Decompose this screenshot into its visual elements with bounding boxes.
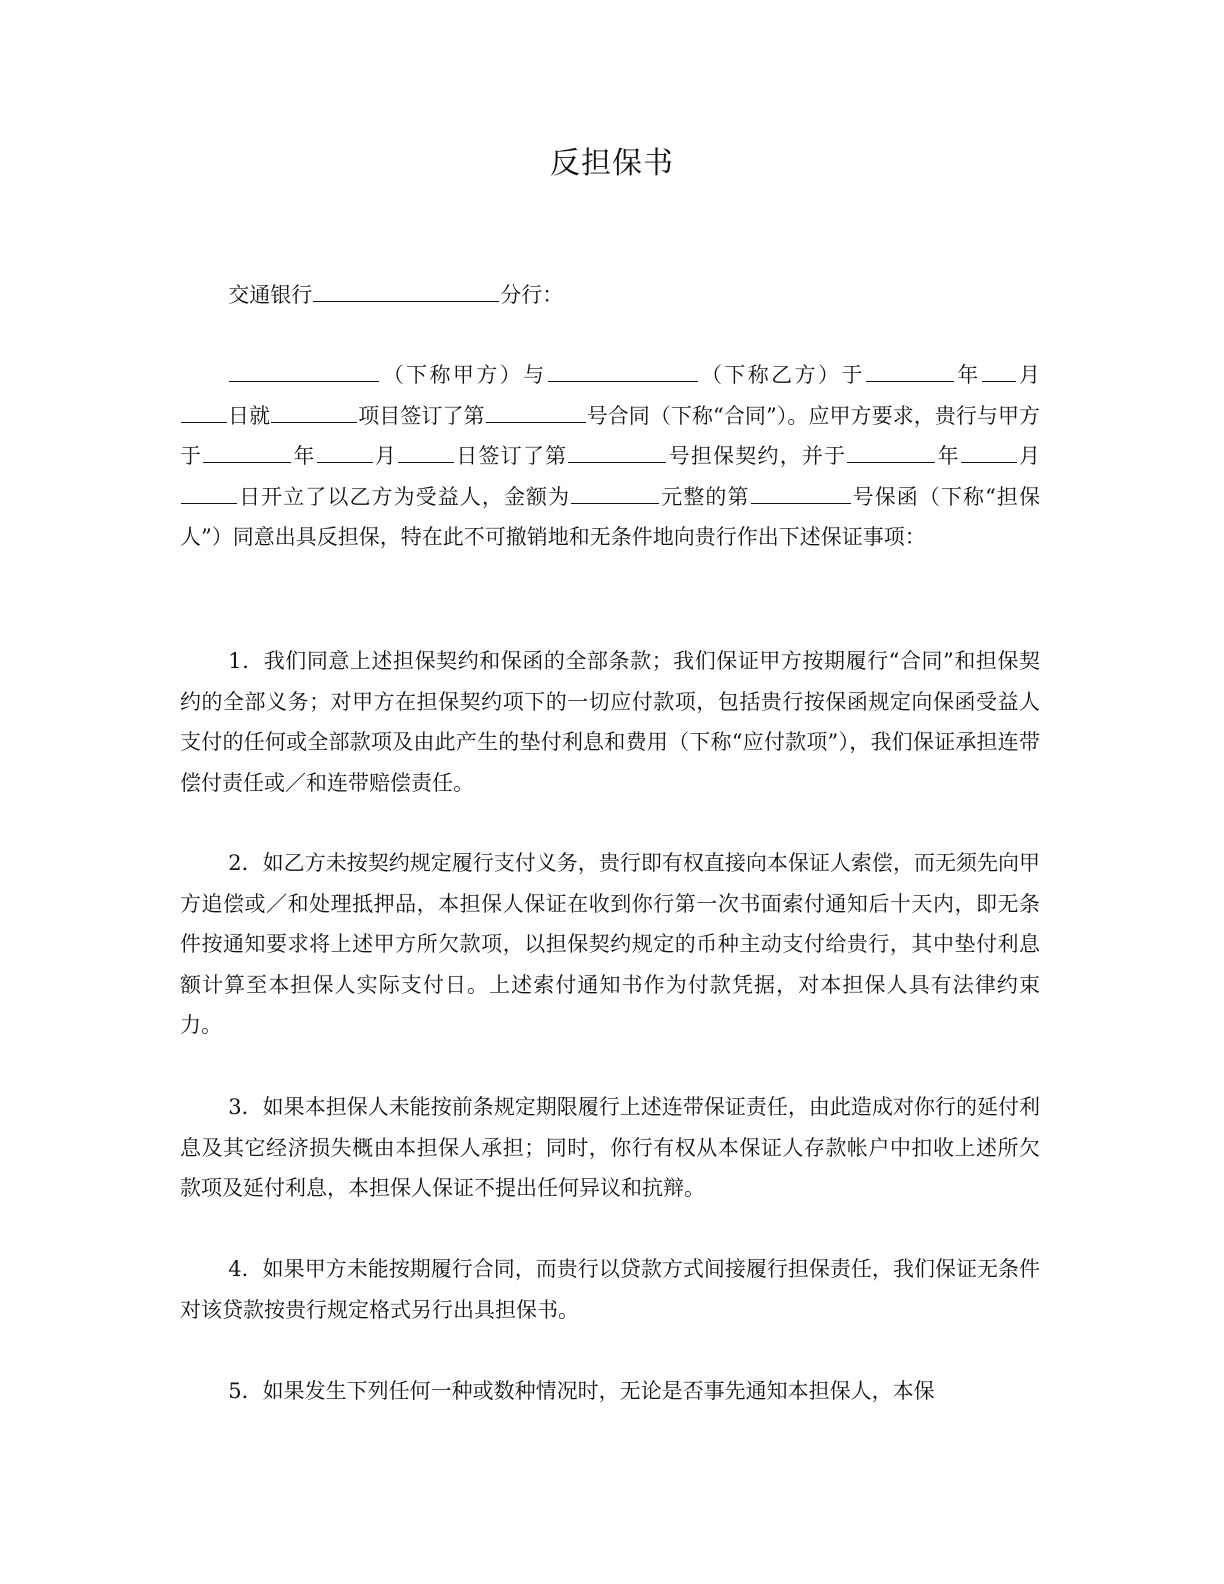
intro-text: 号保函（下称“担保人”）同意出具反担保，特在此不可撤销地和无条件地向贵行作出下述保证事项： [180, 484, 1040, 550]
clause-1: 1．我们同意上述担保契约和保函的全部条款；我们保证甲方按期履行“合同”和担保契约的全部义务；对甲方在担保契约项下的一切应付款项，包括贵行按保函规定向保函受益人支付的任何或全部款项及由此产生的垫付利息和费用（下称“应付款项”），我们保证承担连带偿付责任或／和连带赔偿责任。 [180, 649, 1040, 795]
intro-text: 月 [373, 444, 398, 469]
intro-text: 日就 [228, 403, 271, 428]
clause-2: 2．如乙方未按契约规定履行支付义务，贵行即有权直接向本保证人索偿，而无须先向甲方追偿或／和处理抵押品，本担保人保证在收到你行第一次书面索付通知后十天内，即无条件按通知要求将上述甲方所欠款项，以担保契约规定的币种主动支付给贵行，其中垫付利息额计算至本担保人实际支付日。上述索付通知书作为付款凭据，对本担保人具有法律约束力。 [180, 851, 1040, 1038]
clause-3: 3．如果本担保人未能按前条规定期限履行上述连带保证责任，由此造成对你行的延付利息及其它经济损失概由本担保人承担；同时，你行有权从本保证人存款帐户中扣收上述所欠款项及延付利息，本担保人保证不提出任何异议和抗辩。 [180, 1095, 1040, 1201]
intro-text: 月 [1016, 363, 1041, 387]
blank-day [398, 437, 454, 463]
intro-text: 日签订了第 [455, 444, 568, 469]
addressee-line [180, 275, 1040, 316]
blank-month [961, 437, 1017, 463]
blank-month [317, 437, 373, 463]
blank-letter-of-guarantee-number [751, 478, 851, 504]
intro-text: 号合同（下称“合同”）。应甲方要求，贵行与甲方于 [180, 403, 1040, 469]
intro-paragraph [180, 355, 1040, 558]
intro-text: 月 [1017, 444, 1041, 469]
intro-text: （下称乙方）于 [698, 363, 865, 387]
blank-contract-number [486, 397, 586, 423]
intro-text: 年 [936, 444, 960, 469]
addressee-suffix: 分行： [500, 283, 564, 307]
clause-5: 5．如果发生下列任何一种或数种情况时，无论是否事先通知本担保人，本保 [228, 1379, 935, 1403]
blank-project [271, 397, 357, 423]
blank-year [847, 437, 935, 463]
blank-day [181, 397, 227, 423]
blank-year [866, 356, 954, 382]
blank-guarantee-contract-number [568, 437, 666, 463]
addressee-prefix: 交通银行 [228, 283, 313, 307]
intro-text: 元整的第 [660, 484, 750, 509]
intro-text: 号担保契约，并于 [667, 444, 847, 469]
blank-amount [571, 478, 659, 504]
clause-4: 4．如果甲方未能按期履行合同，而贵行以贷款方式间接履行担保责任，我们保证无条件对该贷款按贵行规定格式另行出具担保书。 [180, 1257, 1040, 1322]
intro-text: （下称甲方）与 [380, 363, 547, 387]
blank-party-b [548, 356, 698, 382]
intro-text: 年 [292, 444, 316, 469]
blank-year [203, 437, 291, 463]
blank-day [181, 478, 237, 504]
blank-party-a [229, 356, 379, 382]
blank-branch-name [313, 276, 499, 302]
intro-text: 年 [954, 363, 981, 387]
intro-text: 日开立了以乙方为受益人，金额为 [238, 484, 571, 509]
intro-text: 项目签订了第 [358, 403, 485, 428]
blank-month [982, 356, 1016, 382]
document-title: 反担保书 [550, 146, 674, 181]
